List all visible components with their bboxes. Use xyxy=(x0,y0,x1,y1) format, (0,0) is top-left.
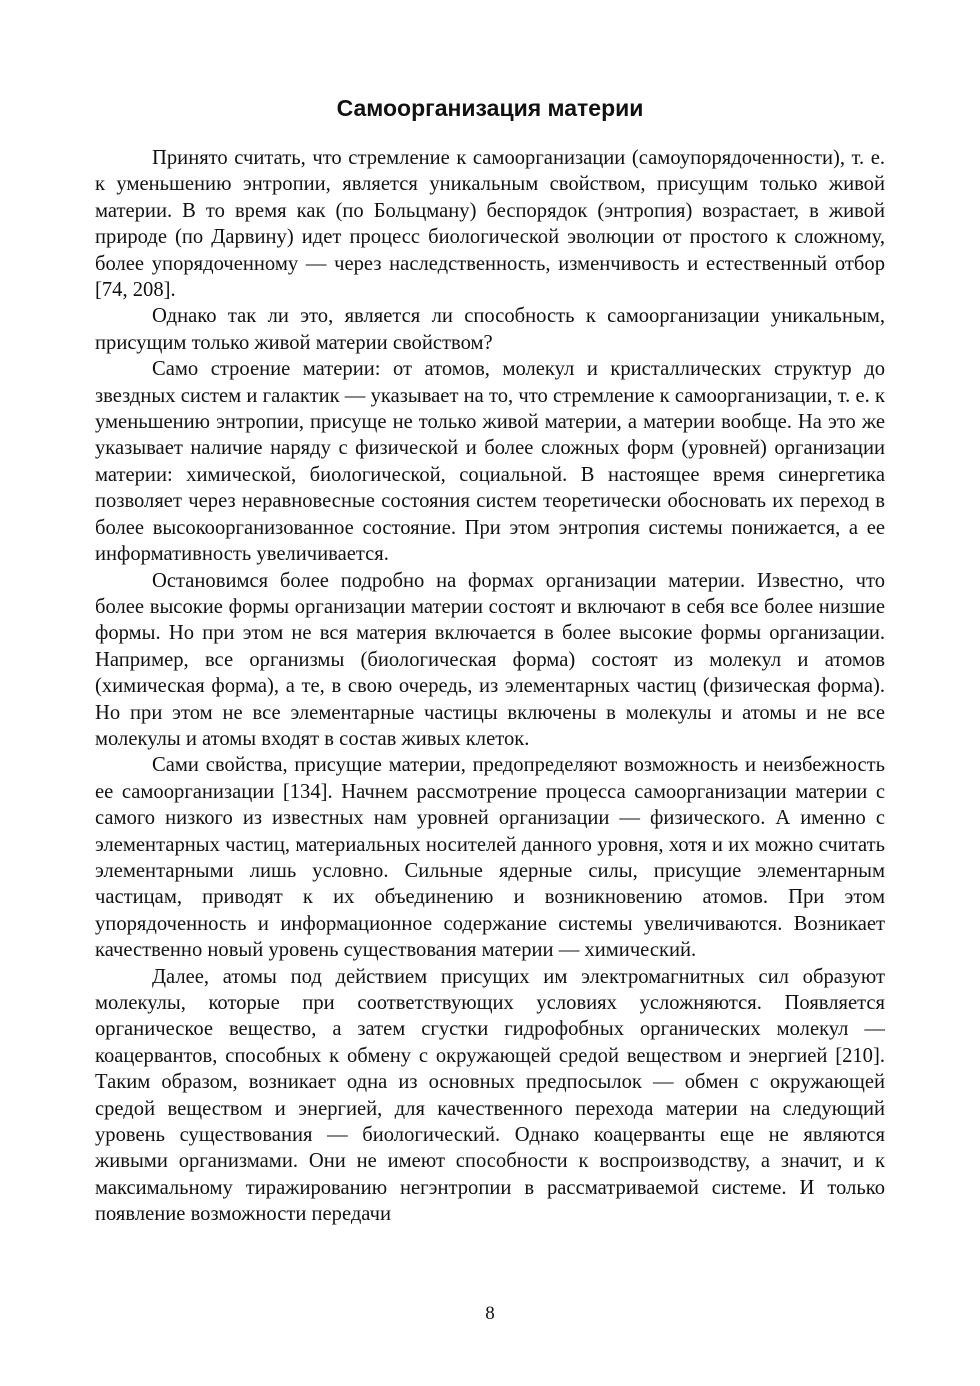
paragraph: Само строение материи: от атомов, молекул и кристаллических структур до звездных систем и галактик — указывает на то, что стремление к самоорганизации, т. е. к уменьшению энтропии, присуще не только живой материи, а материи вообще. На это же указывает наличие наряду с физической и более сложных форм (уровней) организации материи: химической, биологической, социальной. В настоящее время синергетика позволяет через неравновесные состояния систем теоретически обосновать их переход в более высокоорганизованное состояние. При этом энтропия системы понижается, а ее информативность увеличивается. xyxy=(95,358,885,566)
page-number: 8 xyxy=(485,1303,495,1324)
body-text xyxy=(95,145,885,1228)
paragraph: Далее, атомы под действием присущих им электромагнитных сил образуют молекулы, которые при соответствующих условиях усложняются. Появляется органическое вещество, а затем сгустки гидрофобных органических молекул — коацервантов, способных к обмену с окружающей средой веществом и энергией [210]. Таким образом, возникает одна из основных предпосылок — обмен с окружающей средой веществом и энергией, для качественного перехода материи на следующий уровень существования — биологический. Однако коацерванты еще не являются живыми организмами. Они не имеют способности к воспроизводству, а значит, и к максимальному тиражированию негэнтропии в рассматриваемой системе. И только появление возможности передачи xyxy=(95,965,885,1226)
paragraph: Принято считать, что стремление к самоорганизации (самоупорядоченности), т. е. к уменьшению энтропии, является уникальным свойством, присущим только живой материи. В то время как (по Больцману) беспорядок (энтропия) возрастает, в живой природе (по Дарвину) идет процесс биологической эволюции от простого к сложному, более упорядоченному — через наследственность, изменчивость и естественный отбор [74, 208]. xyxy=(95,147,885,302)
paragraph: Сами свойства, присущие материи, предопределяют возможность и неизбежность ее самоорганизации [134]. Начнем рассмотрение процесса самоорганизации материи с самого низкого из известных нам уровней организации — физического. А именно с элементарных частиц, материальных носителей данного уровня, хотя и их можно считать элементарными лишь условно. Сильные ядерные силы, присущие элементарным частицам, приводят к их объединению и возникновению атомов. При этом упорядоченность и информационное содержание системы увеличиваются. Возникает качественно новый уровень существования материи — химический. xyxy=(95,754,885,962)
page-title: Самоорганизация материи xyxy=(336,95,644,121)
paragraph: Остановимся более подробно на формах организации материи. Известно, что более высокие формы организации материи состоят и включают в себя все более низшие формы. Но при этом не вся материя включается в более высокие формы организации. Например, все организмы (биологическая форма) состоят из молекул и атомов (химическая форма), а те, в свою очередь, из элементарных частиц (физическая форма). Но при этом не все элементарные частицы включены в молекулы и атомы и не все молекулы и атомы входят в состав живых клеток. xyxy=(95,569,885,750)
paragraph: Однако так ли это, является ли способность к самоорганизации уникальным, присущим только живой материи свойством? xyxy=(95,305,885,354)
